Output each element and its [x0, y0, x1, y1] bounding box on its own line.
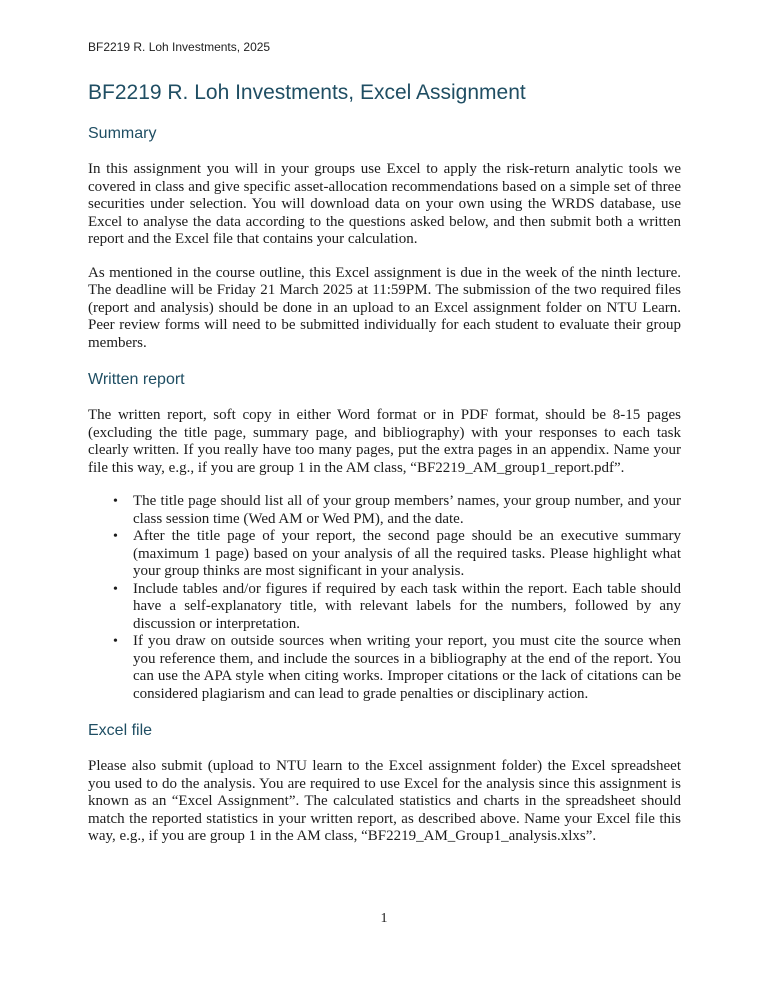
written-report-intro-paragraph: The written report, soft copy in either Word format or in PDF format, should be 8-15 pages (excluding the title page, summary page, and bibliography) with your responses to each task clearly written. If you really have too many pages, put the extra pages in an appendix. Name your file this way, e.g., if you are group 1 in the AM class, “BF2219_AM_group1_report.pdf”.	[88, 407, 681, 476]
list-item-text: If you draw on outside sources when writing your report, you must cite the source when you reference them, and include the sources in a bibliography at the end of the report. You can use the APA style when citing works. Improper citations or the lack of citations can be considered plagiarism and can lead to grade penalties or disciplinary action.	[133, 633, 681, 702]
summary-paragraph-1: In this assignment you will in your groups use Excel to apply the risk-return analytic tools we covered in class and give specific asset-allocation recommendations based on a simple set of three securities under selection. You will download data on your own using the WRDS database, use Excel to analyse the data according to the questions asked below, and then submit both a written report and the Excel file that contains your calculation.	[88, 161, 681, 247]
excel-file-paragraph: Please also submit (upload to NTU learn to the Excel assignment folder) the Excel spreadsheet you used to do the analysis. You are required to use Excel for the analysis since this assignment is known as an “Excel Assignment”. The calculated statistics and charts in the spreadsheet should match the reported statistics in your written report, as described above. Name your Excel file this way, e.g., if you are group 1 in the AM class, “BF2219_AM_Group1_analysis.xlxs”.	[88, 758, 681, 844]
list-item-text: Include tables and/or figures if required by each task within the report. Each table should have a self-explanatory title, with relevant labels for the numbers, followed by any discussion or interpretation.	[133, 580, 681, 632]
section-heading-summary: Summary	[88, 125, 157, 142]
written-report-bullet-list	[88, 493, 681, 703]
section-heading-written-report: Written report	[88, 371, 185, 388]
list-item-text: After the title page of your report, the second page should be an executive summary (maximum 1 page) based on your analysis of all the required tasks. Please highlight what your group thinks are most significant in your analysis.	[133, 528, 681, 579]
document-header: BF2219 R. Loh Investments, 2025	[88, 40, 271, 54]
summary-paragraph-2: As mentioned in the course outline, this Excel assignment is due in the week of the ninth lecture. The deadline will be Friday 21 March 2025 at 11:59PM. The submission of the two required files (report and analysis) should be done in an upload to an Excel assignment folder on NTU Learn. Peer review forms will need to be submitted individually for each student to evaluate their group members.	[88, 264, 681, 351]
list-item	[88, 581, 681, 634]
section-heading-excel-file: Excel file	[88, 722, 153, 739]
bullet-icon: •	[113, 581, 118, 597]
page-number: 1	[380, 911, 388, 926]
list-item	[88, 493, 681, 528]
list-item-text: The title page should list all of your group members’ names, your group number, and your class session time (Wed AM or Wed PM), and the date.	[133, 493, 681, 527]
list-item	[88, 633, 681, 703]
list-item	[88, 528, 681, 581]
bullet-icon: •	[113, 634, 118, 649]
document-title: BF2219 R. Loh Investments, Excel Assignment	[88, 81, 526, 104]
bullet-icon: •	[113, 494, 118, 509]
bullet-icon: •	[113, 529, 118, 544]
